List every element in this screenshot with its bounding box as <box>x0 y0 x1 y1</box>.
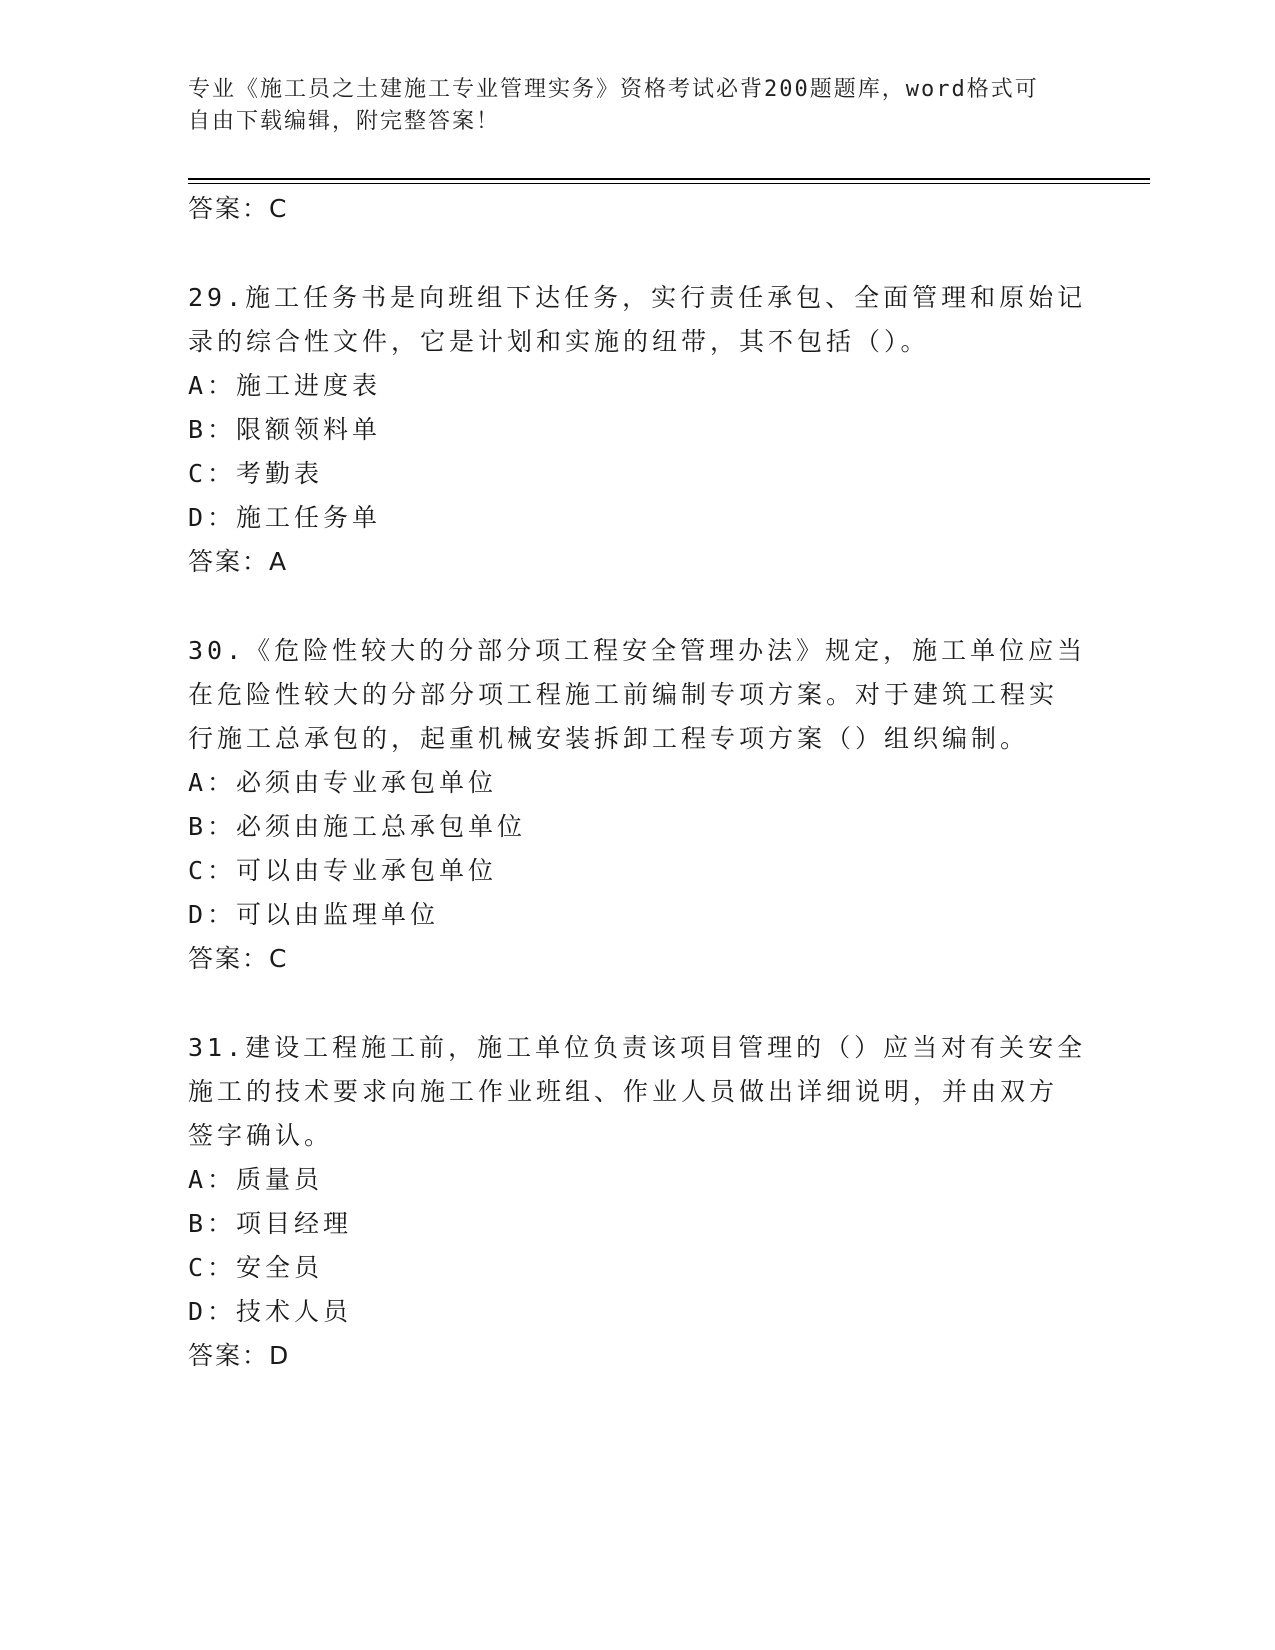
q30-option-b: B：必须由施工总承包单位 <box>188 812 527 841</box>
document-header <box>188 74 1088 138</box>
q30-option-a: A：必须由专业承包单位 <box>188 768 498 797</box>
header-divider-thin <box>188 183 1150 184</box>
q29-option-c: C：考勤表 <box>188 459 324 488</box>
q31-stem-line-2: 施工的技术要求向施工作业班组、作业人员做出详细说明，并由双方 <box>188 1077 1059 1106</box>
q30-answer: 答案：C <box>188 944 289 973</box>
q31-option-b: B：项目经理 <box>188 1209 353 1238</box>
q31-option-a: A：质量员 <box>188 1165 324 1194</box>
q31-option-c: C：安全员 <box>188 1253 324 1282</box>
q29-option-a: A：施工进度表 <box>188 371 382 400</box>
q29-option-b: B：限额领料单 <box>188 415 382 444</box>
header-line-2: 自由下载编辑，附完整答案！ <box>188 109 501 134</box>
q30-stem-line-2: 在危险性较大的分部分项工程施工前编制专项方案。对于建筑工程实 <box>188 680 1059 709</box>
q31-stem-line-3: 签字确认。 <box>188 1121 334 1150</box>
q31-stem-line-1: 31.建设工程施工前，施工单位负责该项目管理的（）应当对有关安全 <box>188 1033 1087 1062</box>
q29-answer: 答案：A <box>188 547 289 576</box>
q29-stem-line-2: 录的综合性文件，它是计划和实施的纽带，其不包括（）。 <box>188 327 930 356</box>
prev-answer: 答案：C <box>188 194 289 223</box>
header-line-1: 专业《施工员之土建施工专业管理实务》资格考试必背200题题库，word格式可 <box>188 77 1039 102</box>
q29-option-d: D：施工任务单 <box>188 503 382 532</box>
q31-answer: 答案：D <box>188 1341 291 1370</box>
q29-stem-line-1: 29.施工任务书是向班组下达任务，实行责任承包、全面管理和原始记 <box>188 283 1087 312</box>
q30-option-c: C：可以由专业承包单位 <box>188 856 498 885</box>
header-divider-thick <box>188 178 1150 180</box>
q30-stem-line-1: 30.《危险性较大的分部分项工程安全管理办法》规定，施工单位应当 <box>188 636 1087 665</box>
q30-stem-line-3: 行施工总承包的，起重机械安装拆卸工程专项方案（）组织编制。 <box>188 724 1030 753</box>
q30-option-d: D：可以由监理单位 <box>188 900 440 929</box>
q31-option-d: D：技术人员 <box>188 1297 353 1326</box>
